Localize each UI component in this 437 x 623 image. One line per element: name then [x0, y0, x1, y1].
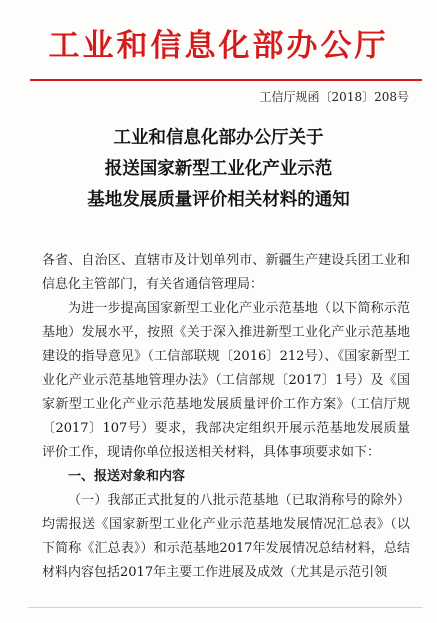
- document-body: [42, 249, 410, 585]
- title-line-1: 工业和信息化部办公厅关于: [113, 128, 324, 148]
- addressee-paragraph: 各省、自治区、直辖市及计划单列市、新疆生产建设兵团工业和信息化主管部门，有关省通信管理局：: [42, 253, 410, 292]
- body-paragraph-2: （一）我部正式批复的八批示范基地（已取消称号的除外）均需报送《国家新型工业化产业示范基地发展情况汇总表》（以下简称《汇总表》）和示范基地2017年发展情况总结材料，总结材料内容包括2017年主要工作进展及成效（尤其是示范引领: [42, 493, 410, 580]
- letterhead-red-rule: [30, 79, 422, 81]
- body-paragraph-1: 为进一步提高国家新型工业化产业示范基地（以下简称示范基地）发展水平，按照《关于深入推进新型工业化产业示范基地建设的指导意见》（工信部联规〔2016〕212号）、《国家新型工业化产业示范基地管理办法》（工信部规〔2017〕1号）及《国家新型工业化产业示范基地发展质量评价工作方案》（工信厅规〔2017〕107号）要求，我部决定组织开展示范基地发展质量评价工作，现请你单位报送相关材料，具体事项要求如下：: [42, 301, 410, 460]
- letterhead-title: 工业和信息化部办公厅: [48, 28, 389, 64]
- document-number: 工信厅规函〔2018〕208号: [259, 90, 409, 104]
- page-bottom-rule: [28, 607, 423, 608]
- title-line-2: 报送国家新型工业化产业示范: [104, 159, 333, 179]
- section-heading-1: 一、报送对象和内容: [68, 469, 186, 484]
- title-line-3: 基地发展质量评价相关材料的通知: [87, 190, 350, 210]
- document-title: [0, 123, 437, 216]
